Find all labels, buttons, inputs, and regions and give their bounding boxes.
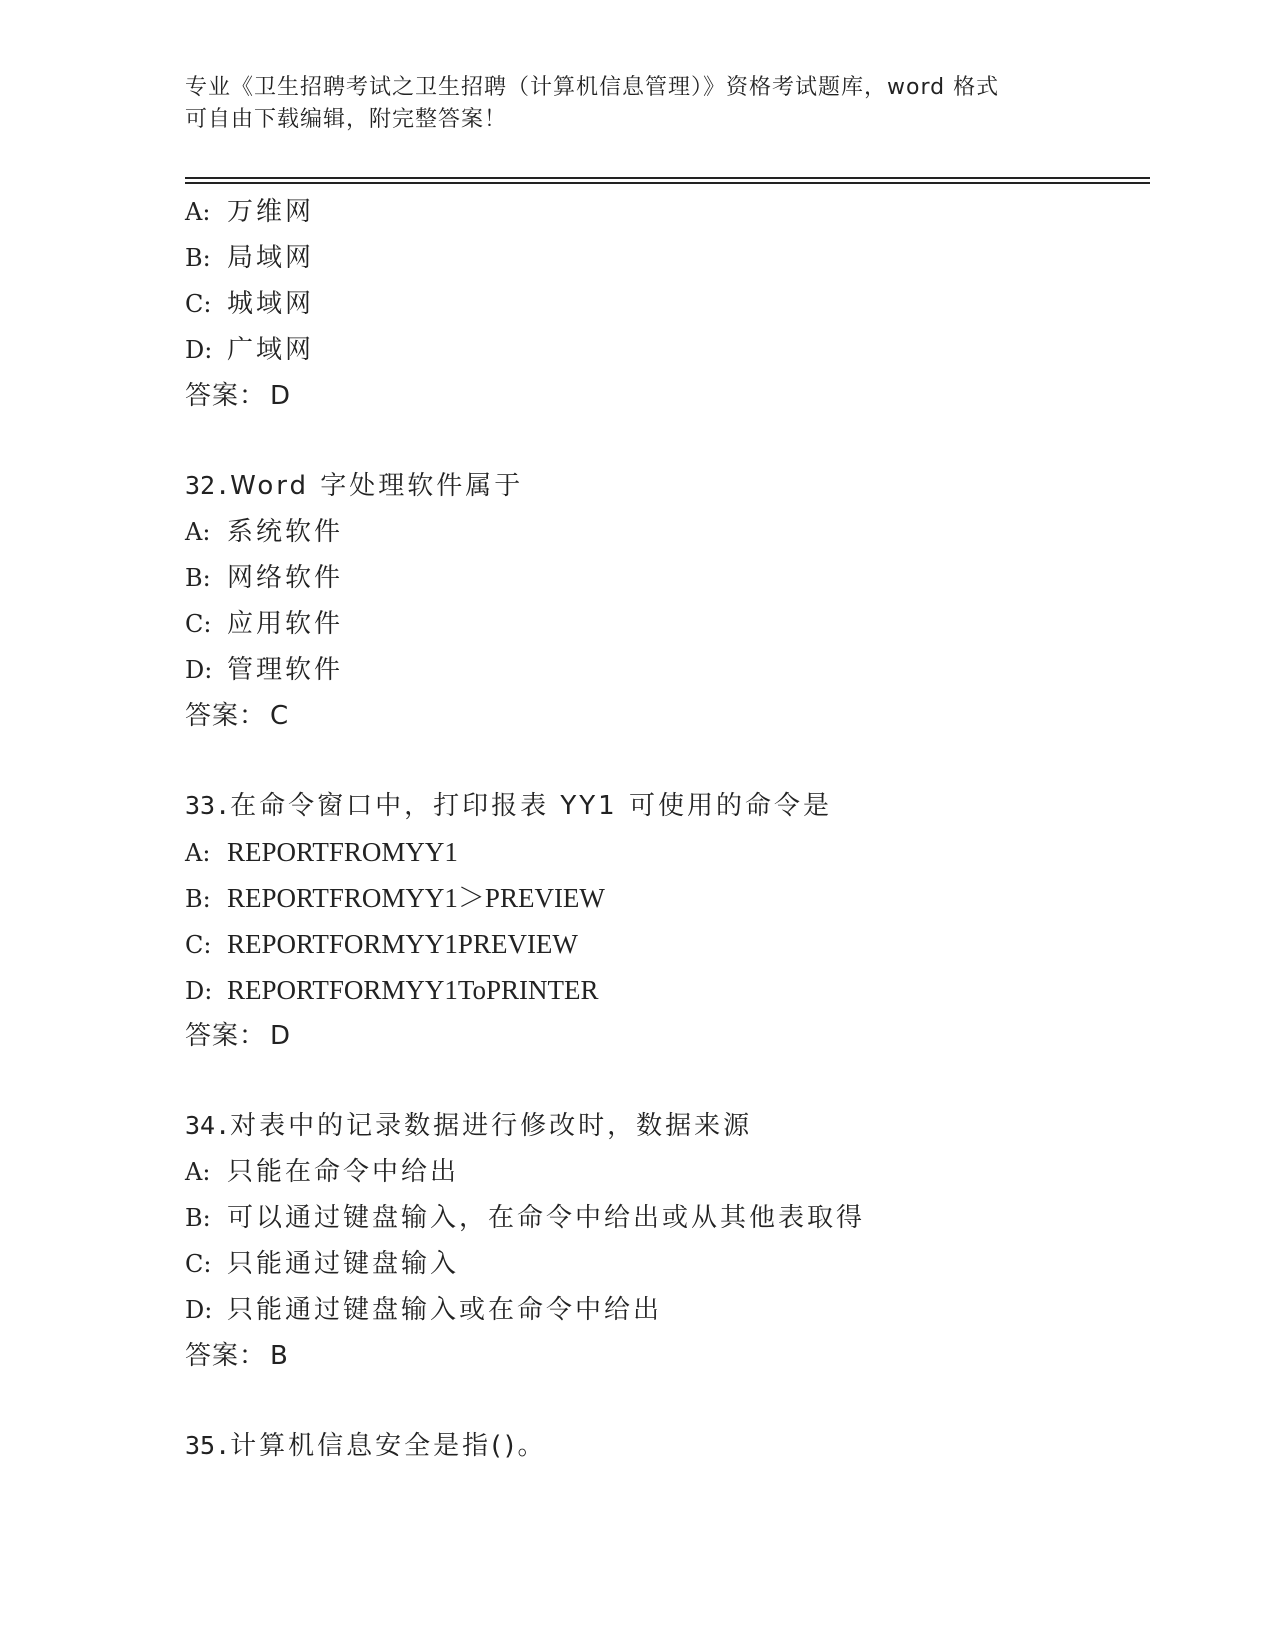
option-text: 广域网	[227, 335, 315, 365]
answer-label: 答案：	[185, 381, 267, 411]
question-stem	[185, 783, 1145, 829]
option-text: 可以通过键盘输入，在命令中给出或从其他表取得	[227, 1203, 866, 1233]
option-a	[185, 829, 1145, 875]
option-a	[185, 189, 1145, 235]
question-number: 34.	[185, 1111, 231, 1140]
question-stem	[185, 1423, 1145, 1469]
option-b	[185, 875, 1145, 921]
option-d	[185, 967, 1145, 1013]
answer-value: C	[270, 701, 290, 731]
option-text: 系统软件	[227, 517, 344, 547]
option-letter: A:	[185, 839, 211, 867]
answer-label: 答案：	[185, 1341, 267, 1371]
question-stem	[185, 1103, 1145, 1149]
option-letter: D:	[185, 977, 213, 1005]
question-block-partial	[185, 189, 1145, 419]
option-letter: C:	[185, 290, 212, 318]
option-d	[185, 327, 1145, 373]
option-text: 局域网	[227, 243, 315, 273]
header-line-1: 专业《卫生招聘考试之卫生招聘（计算机信息管理）》资格考试题库，word 格式	[185, 75, 1000, 100]
option-b	[185, 235, 1145, 281]
option-text: 城域网	[227, 289, 315, 319]
question-text: 对表中的记录数据进行修改时，数据来源	[230, 1111, 753, 1141]
option-letter: A:	[185, 1158, 211, 1186]
option-letter: C:	[185, 610, 212, 638]
header-divider-bottom	[185, 182, 1150, 184]
option-letter: B:	[185, 564, 211, 592]
question-block-35	[185, 1423, 1145, 1469]
option-b	[185, 555, 1145, 601]
answer-label: 答案：	[185, 1021, 267, 1051]
question-text: 计算机信息安全是指()。	[230, 1431, 547, 1461]
answer-line	[185, 693, 1145, 739]
option-letter: A:	[185, 518, 211, 546]
option-text: REPORTFROMYY1	[227, 837, 458, 867]
option-letter: A:	[185, 198, 211, 226]
question-stem	[185, 463, 1145, 509]
answer-line	[185, 1333, 1145, 1379]
option-c	[185, 281, 1145, 327]
option-letter: D:	[185, 336, 213, 364]
question-text: 在命令窗口中，打印报表 YY1 可使用的命令是	[230, 791, 832, 821]
option-a	[185, 509, 1145, 555]
option-text: 管理软件	[227, 655, 344, 685]
option-d	[185, 1287, 1145, 1333]
option-letter: B:	[185, 1204, 211, 1232]
option-text: 网络软件	[227, 563, 344, 593]
option-c	[185, 1241, 1145, 1287]
option-text: REPORTFROMYY1＞PREVIEW	[227, 883, 605, 913]
option-letter: C:	[185, 931, 212, 959]
question-number: 32.	[185, 471, 231, 500]
document-header	[185, 72, 1065, 136]
answer-label: 答案：	[185, 701, 267, 731]
question-text: Word 字处理软件属于	[230, 471, 524, 501]
option-text: 万维网	[227, 197, 315, 227]
option-text: 只能通过键盘输入	[227, 1249, 460, 1279]
option-letter: D:	[185, 656, 213, 684]
option-letter: B:	[185, 244, 211, 272]
option-c	[185, 921, 1145, 967]
option-text: REPORTFORMYY1PREVIEW	[227, 929, 578, 959]
answer-line	[185, 1013, 1145, 1059]
option-text: 只能在命令中给出	[227, 1157, 460, 1187]
question-number: 35.	[185, 1431, 231, 1460]
answer-line	[185, 373, 1145, 419]
option-c	[185, 601, 1145, 647]
option-letter: C:	[185, 1250, 212, 1278]
option-text: 应用软件	[227, 609, 344, 639]
answer-value: B	[270, 1341, 289, 1371]
answer-value: D	[270, 1021, 292, 1051]
question-block-32	[185, 463, 1145, 739]
header-line-2: 可自由下载编辑，附完整答案！	[185, 107, 508, 132]
option-b	[185, 1195, 1145, 1241]
question-block-33	[185, 783, 1145, 1059]
question-number: 33.	[185, 791, 231, 820]
option-a	[185, 1149, 1145, 1195]
option-letter: D:	[185, 1296, 213, 1324]
header-divider-top	[185, 177, 1150, 179]
question-list	[185, 189, 1145, 1469]
option-letter: B:	[185, 885, 211, 913]
option-d	[185, 647, 1145, 693]
option-text: REPORTFORMYY1ToPRINTER	[227, 975, 599, 1005]
answer-value: D	[270, 381, 292, 411]
question-block-34	[185, 1103, 1145, 1379]
option-text: 只能通过键盘输入或在命令中给出	[227, 1295, 663, 1325]
